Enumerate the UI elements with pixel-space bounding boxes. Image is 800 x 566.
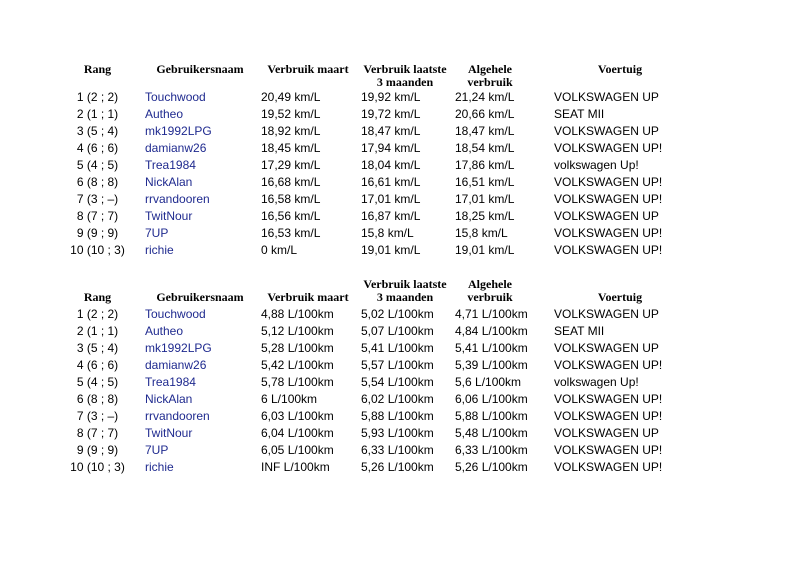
- overall-cell: 5,6 L/100km: [455, 375, 522, 389]
- overall-cell: 17,86 km/L: [455, 158, 515, 172]
- three-months-cell: 16,61 km/L: [361, 175, 421, 189]
- vehicle-cell: VOLKSWAGEN UP!: [554, 358, 663, 372]
- vehicle-cell: SEAT MII: [554, 324, 605, 338]
- vehicle-cell: volkswagen Up!: [554, 375, 639, 389]
- table-row: [0, 459, 800, 476]
- username-cell: Autheo: [145, 324, 184, 338]
- month-cell: 6 L/100km: [261, 392, 318, 406]
- overall-cell: 6,33 L/100km: [455, 443, 528, 457]
- rank-cell: 2 (1 ; 1): [76, 324, 119, 338]
- username-cell: damianw26: [145, 141, 207, 155]
- table-row: [0, 191, 800, 208]
- three-months-cell: 5,54 L/100km: [361, 375, 434, 389]
- vehicle-cell: VOLKSWAGEN UP: [554, 209, 659, 223]
- username-cell: TwitNour: [145, 209, 193, 223]
- rank-cell: 9 (9 ; 9): [76, 443, 119, 457]
- header-three-months-line2: 3 maanden: [376, 75, 434, 89]
- vehicle-cell: VOLKSWAGEN UP!: [554, 175, 663, 189]
- username-cell: Autheo: [145, 107, 184, 121]
- username-cell: rrvandooren: [145, 409, 210, 423]
- month-cell: 18,45 km/L: [261, 141, 321, 155]
- vehicle-cell: VOLKSWAGEN UP: [554, 124, 659, 138]
- vehicle-cell: VOLKSWAGEN UP: [554, 90, 659, 104]
- username-cell: NickAlan: [145, 392, 193, 406]
- rank-cell: 4 (6 ; 6): [76, 141, 119, 155]
- rank-cell: 8 (7 ; 7): [76, 426, 119, 440]
- username-cell: rrvandooren: [145, 192, 210, 206]
- month-cell: 5,42 L/100km: [261, 358, 334, 372]
- overall-cell: 5,39 L/100km: [455, 358, 528, 372]
- vehicle-cell: VOLKSWAGEN UP!: [554, 409, 663, 423]
- username-cell: 7UP: [145, 226, 169, 240]
- three-months-cell: 19,92 km/L: [361, 90, 421, 104]
- header-username: Gebruikersnaam: [156, 290, 244, 304]
- vehicle-cell: VOLKSWAGEN UP: [554, 426, 659, 440]
- vehicle-cell: VOLKSWAGEN UP!: [554, 141, 663, 155]
- three-months-cell: 19,72 km/L: [361, 107, 421, 121]
- overall-cell: 18,25 km/L: [455, 209, 515, 223]
- vehicle-cell: VOLKSWAGEN UP!: [554, 392, 663, 406]
- rank-cell: 2 (1 ; 1): [76, 107, 119, 121]
- vehicle-cell: VOLKSWAGEN UP: [554, 341, 659, 355]
- header-rang: Rang: [83, 290, 112, 304]
- month-cell: 6,05 L/100km: [261, 443, 334, 457]
- username-cell: Trea1984: [145, 375, 196, 389]
- vehicle-cell: VOLKSWAGEN UP!: [554, 460, 663, 474]
- rank-cell: 7 (3 ; –): [76, 409, 119, 423]
- table-row: [0, 225, 800, 242]
- overall-cell: 20,66 km/L: [455, 107, 515, 121]
- rank-cell: 1 (2 ; 2): [76, 307, 119, 321]
- three-months-cell: 5,88 L/100km: [361, 409, 434, 423]
- table-row: [0, 408, 800, 425]
- three-months-cell: 17,01 km/L: [361, 192, 421, 206]
- table-row: [0, 123, 800, 140]
- table-row: [0, 140, 800, 157]
- three-months-cell: 18,04 km/L: [361, 158, 421, 172]
- overall-cell: 4,71 L/100km: [455, 307, 528, 321]
- username-cell: richie: [145, 460, 174, 474]
- month-cell: 5,28 L/100km: [261, 341, 334, 355]
- rank-cell: 6 (8 ; 8): [76, 392, 119, 406]
- three-months-cell: 16,87 km/L: [361, 209, 421, 223]
- table-row: [0, 306, 800, 323]
- username-cell: richie: [145, 243, 174, 257]
- three-months-cell: 5,93 L/100km: [361, 426, 434, 440]
- rank-cell: 7 (3 ; –): [76, 192, 119, 206]
- header-vehicle: Voertuig: [597, 290, 643, 304]
- rank-cell: 10 (10 ; 3): [70, 460, 125, 474]
- username-cell: Touchwood: [145, 90, 206, 104]
- month-cell: 16,68 km/L: [261, 175, 321, 189]
- three-months-cell: 5,26 L/100km: [361, 460, 434, 474]
- overall-cell: 16,51 km/L: [455, 175, 515, 189]
- month-cell: 5,78 L/100km: [261, 375, 334, 389]
- three-months-cell: 18,47 km/L: [361, 124, 421, 138]
- table-row: [0, 89, 800, 106]
- month-cell: 16,56 km/L: [261, 209, 321, 223]
- table-row: [0, 340, 800, 357]
- month-cell: 20,49 km/L: [261, 90, 321, 104]
- header-username: Gebruikersnaam: [156, 62, 244, 76]
- month-cell: 17,29 km/L: [261, 158, 321, 172]
- vehicle-cell: VOLKSWAGEN UP!: [554, 192, 663, 206]
- rank-cell: 4 (6 ; 6): [76, 358, 119, 372]
- header-month: Verbruik maart: [267, 290, 349, 304]
- three-months-cell: 15,8 km/L: [361, 226, 414, 240]
- three-months-cell: 6,02 L/100km: [361, 392, 434, 406]
- month-cell: 4,88 L/100km: [261, 307, 334, 321]
- overall-cell: 5,41 L/100km: [455, 341, 528, 355]
- table-row: [0, 242, 800, 259]
- header-rang: Rang: [83, 62, 112, 76]
- header-overall-line1: Algehele: [468, 62, 512, 76]
- overall-cell: 4,84 L/100km: [455, 324, 528, 338]
- overall-cell: 18,54 km/L: [455, 141, 515, 155]
- month-cell: 16,53 km/L: [261, 226, 321, 240]
- overall-cell: 17,01 km/L: [455, 192, 515, 206]
- username-cell: 7UP: [145, 443, 169, 457]
- username-cell: damianw26: [145, 358, 207, 372]
- month-cell: 18,92 km/L: [261, 124, 321, 138]
- username-cell: TwitNour: [145, 426, 193, 440]
- overall-cell: 5,48 L/100km: [455, 426, 528, 440]
- month-cell: 5,12 L/100km: [261, 324, 334, 338]
- header-three-months-line2: 3 maanden: [376, 290, 434, 304]
- table-row: [0, 357, 800, 374]
- table-row: [0, 208, 800, 225]
- overall-cell: 5,26 L/100km: [455, 460, 528, 474]
- overall-cell: 15,8 km/L: [455, 226, 508, 240]
- month-cell: INF L/100km: [261, 460, 330, 474]
- header-overall-line2: verbruik: [467, 290, 513, 304]
- table-row: [0, 174, 800, 191]
- three-months-cell: 5,41 L/100km: [361, 341, 434, 355]
- table-row: [0, 323, 800, 340]
- overall-cell: 19,01 km/L: [455, 243, 515, 257]
- rank-cell: 3 (5 ; 4): [76, 124, 119, 138]
- overall-cell: 5,88 L/100km: [455, 409, 528, 423]
- table-row: [0, 157, 800, 174]
- rank-cell: 1 (2 ; 2): [76, 90, 119, 104]
- username-cell: mk1992LPG: [145, 341, 212, 355]
- header-vehicle: Voertuig: [597, 62, 643, 76]
- username-cell: NickAlan: [145, 175, 193, 189]
- table-row: [0, 391, 800, 408]
- three-months-cell: 5,57 L/100km: [361, 358, 434, 372]
- three-months-cell: 19,01 km/L: [361, 243, 421, 257]
- month-cell: 6,03 L/100km: [261, 409, 334, 423]
- month-cell: 16,58 km/L: [261, 192, 321, 206]
- header-three-months-line1: Verbruik laatste: [363, 277, 447, 291]
- month-cell: 19,52 km/L: [261, 107, 321, 121]
- rank-cell: 5 (4 ; 5): [76, 375, 119, 389]
- rank-cell: 9 (9 ; 9): [76, 226, 119, 240]
- overall-cell: 6,06 L/100km: [455, 392, 528, 406]
- header-overall-line1: Algehele: [468, 277, 512, 291]
- vehicle-cell: SEAT MII: [554, 107, 605, 121]
- header-month: Verbruik maart: [267, 62, 349, 76]
- rank-cell: 10 (10 ; 3): [70, 243, 125, 257]
- three-months-cell: 5,07 L/100km: [361, 324, 434, 338]
- table-row: [0, 106, 800, 123]
- three-months-cell: 5,02 L/100km: [361, 307, 434, 321]
- vehicle-cell: VOLKSWAGEN UP: [554, 307, 659, 321]
- rank-cell: 5 (4 ; 5): [76, 158, 119, 172]
- month-cell: 0 km/L: [261, 243, 298, 257]
- rank-cell: 3 (5 ; 4): [76, 341, 119, 355]
- overall-cell: 21,24 km/L: [455, 90, 515, 104]
- header-overall-line2: verbruik: [467, 75, 513, 89]
- username-cell: Touchwood: [145, 307, 206, 321]
- vehicle-cell: VOLKSWAGEN UP!: [554, 443, 663, 457]
- vehicle-cell: VOLKSWAGEN UP!: [554, 243, 663, 257]
- username-cell: mk1992LPG: [145, 124, 212, 138]
- header-three-months-line1: Verbruik laatste: [363, 62, 447, 76]
- vehicle-cell: VOLKSWAGEN UP!: [554, 226, 663, 240]
- three-months-cell: 6,33 L/100km: [361, 443, 434, 457]
- vehicle-cell: volkswagen Up!: [554, 158, 639, 172]
- overall-cell: 18,47 km/L: [455, 124, 515, 138]
- rank-cell: 8 (7 ; 7): [76, 209, 119, 223]
- three-months-cell: 17,94 km/L: [361, 141, 421, 155]
- username-cell: Trea1984: [145, 158, 196, 172]
- month-cell: 6,04 L/100km: [261, 426, 334, 440]
- rank-cell: 6 (8 ; 8): [76, 175, 119, 189]
- table-row: [0, 442, 800, 459]
- table-row: [0, 374, 800, 391]
- table-row: [0, 425, 800, 442]
